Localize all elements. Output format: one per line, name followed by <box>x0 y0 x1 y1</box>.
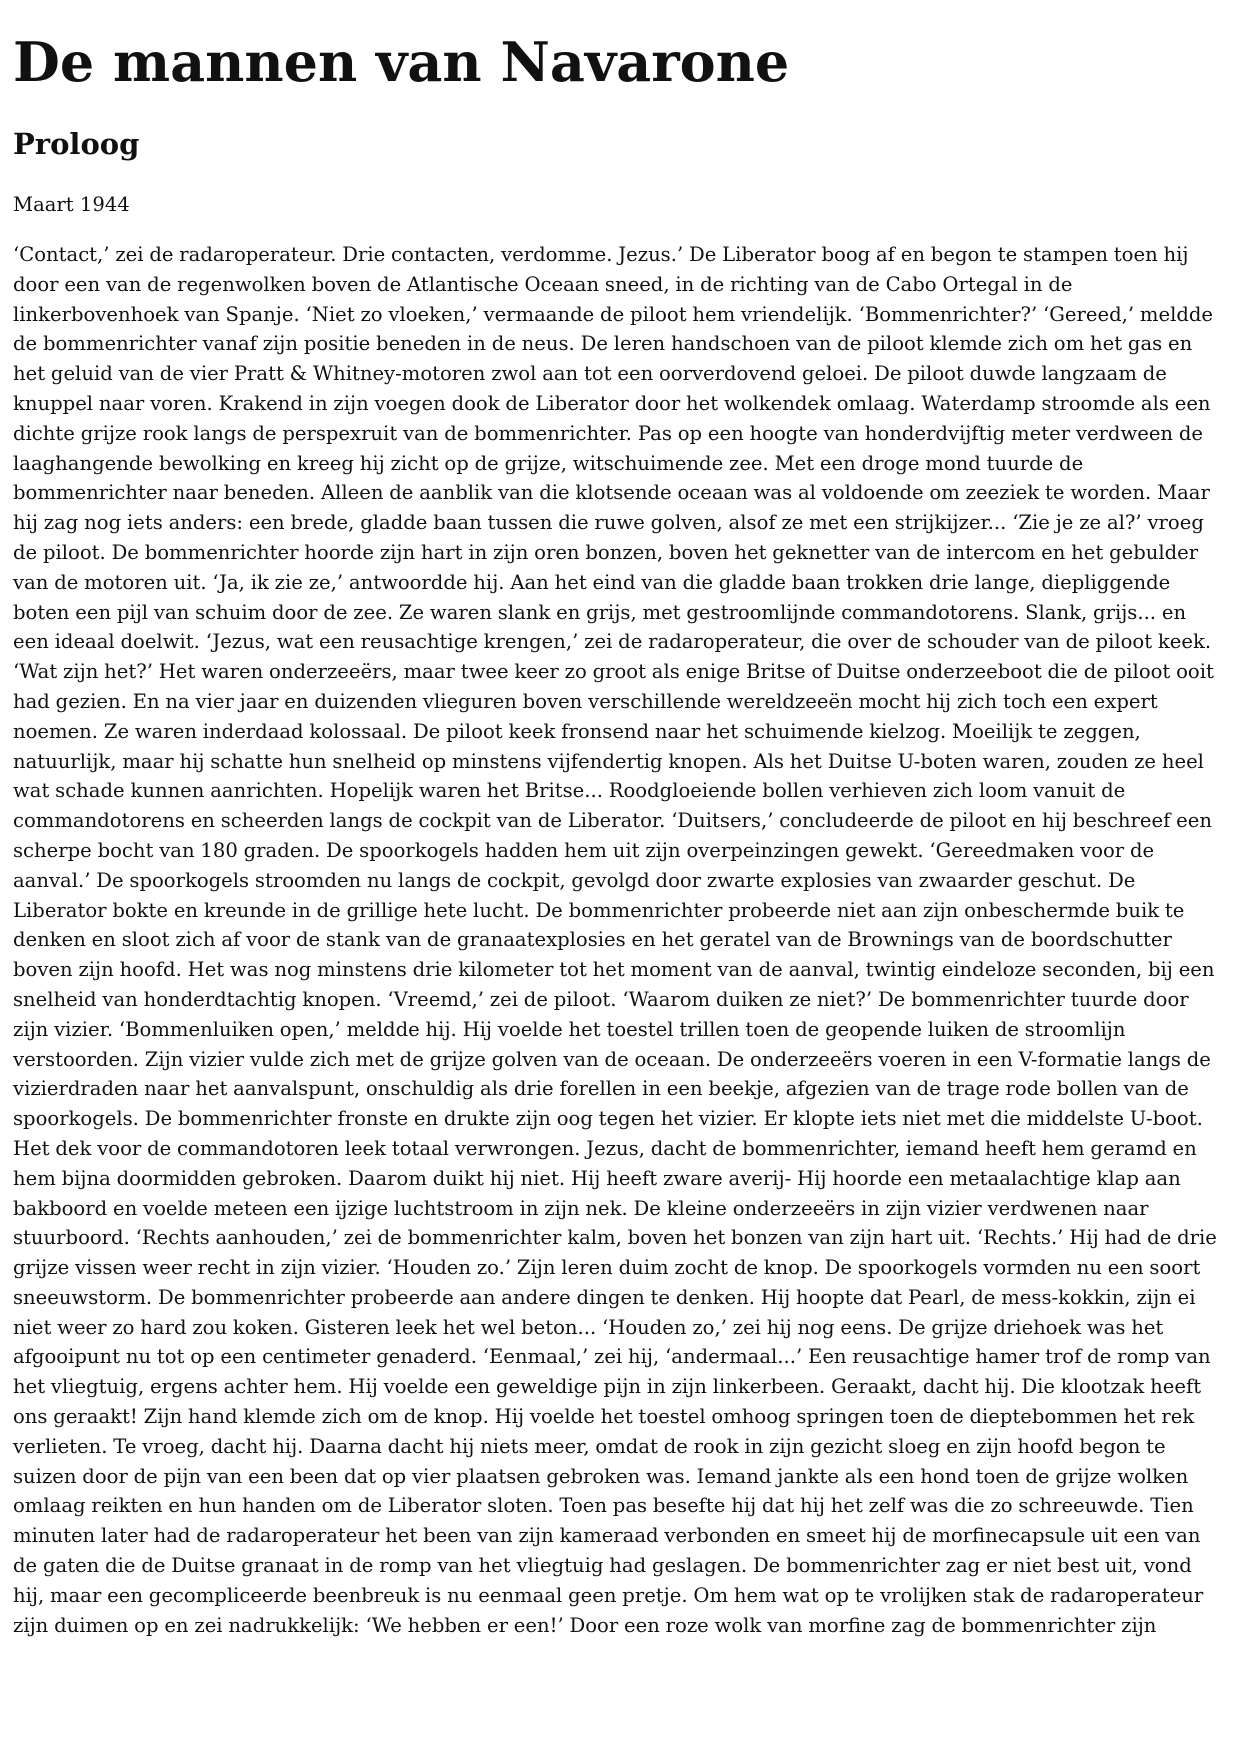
chapter-heading: Proloog <box>13 127 140 161</box>
body-paragraph: ‘Contact,’ zei de radaroperateur. Drie contacten, verdomme. Jezus.’ De Liberator boog af en begon te stampen toen hij door een van de regenwolken boven de Atlantische Oceaan sneed, in de richting van de Cabo Ortegal in de linkerbovenhoek van Spanje. ‘Niet zo vloeken,’ vermaande de piloot hem vriendelijk. ‘Bommenrichter?’ ‘Gereed,’ meldde de bommenrichter vanaf zijn positie beneden in de neus. De leren handschoen van de piloot klemde zich om het gas en het geluid van de vier Pratt & Whitney-motoren zwol aan tot een oorverdovend geloei. De piloot duwde langzaam de knuppel naar voren. Krakend in zijn voegen dook de Liberator door het wolkendek omlaag. Waterdamp stroomde als een dichte grijze rook langs de perspexruit van de bommenrichter. Pas op een hoogte van honderdvijftig meter verdween de laaghangende bewolking en kreeg hij zicht op de grijze, witschuimende zee. Met een droge mond tuurde de bommenrichter naar beneden. Alleen de aanblik van die klotsende oceaan was al voldoende om zeeziek te worden. Maar hij zag nog iets anders: een brede, gladde baan tussen die ruwe golven, alsof ze met een strijkijzer... ‘Zie je ze al?’ vroeg de piloot. De bommenrichter hoorde zijn hart in zijn oren bonzen, boven het geknetter van de intercom en het gebulder van de motoren uit. ‘Ja, ik zie ze,’ antwoordde hij. Aan het eind van die gladde baan trokken drie lange, diepliggende boten een pijl van schuim door de zee. Ze waren slank en grijs, met gestroomlijnde commandotorens. Slank, grijs... en een ideaal doelwit. ‘Jezus, wat een reusachtige krengen,’ zei de radaroperateur, die over de schouder van de piloot keek. ‘Wat zijn het?’ Het waren onderzeeërs, maar twee keer zo groot als enige Britse of Duitse onderzeeboot die de piloot ooit had gezien. En na vier jaar en duizenden vlieguren boven verschillende wereldzeeën mocht hij zich toch een expert noemen. Ze waren inderdaad kolossaal. De piloot keek fronsend naar het schuimende kielzog. Moeilijk te zeggen, natuurlijk, maar hij schatte hun snelheid op minstens vijfendertig knopen. Als het Duitse U-boten waren, zouden ze heel wat schade kunnen aanrichten. Hopelijk waren het Britse... Roodgloeiende bollen verhieven zich loom vanuit de commandotorens en scheerden langs de cockpit van de Liberator. ‘Duitsers,’ concludeerde de piloot en hij beschreef een scherpe bocht van 180 graden. De spoorkogels hadden hem uit zijn overpeinzingen gewekt. ‘Gereedmaken voor de aanval.’ De spoorkogels stroomden nu langs de cockpit, gevolgd door zwarte explosies van zwaarder geschut. De Liberator bokte en kreunde in de grillige hete lucht. De bommenrichter probeerde niet aan zijn onbeschermde buik te denken en sloot zich af voor de stank van de granaatexplosies en het geratel van de Brownings van de boordschutter boven zijn hoofd. Het was nog minstens drie kilometer tot het moment van de aanval, twintig eindeloze seconden, bij een snelheid van honderdtachtig knopen. ‘Vreemd,’ zei de piloot. ‘Waarom duiken ze niet?’ De bommenrichter tuurde door zijn vizier. ‘Bommenluiken open,’ meldde hij. Hij voelde het toestel trillen toen de geopende luiken de stroomlijn verstoorden. Zijn vizier vulde zich met de grijze golven van de oceaan. De onderzeeërs voeren in een V-formatie langs de vizierdraden naar het aanvalspunt, onschuldig als drie forellen in een beekje, afgezien van de trage rode bollen van de spoorkogels. De bommenrichter fronste en drukte zijn oog tegen het vizier. Er klopte iets niet met die middelste U-boot. Het dek voor de commandotoren leek totaal verwrongen. Jezus, dacht de bommenrichter, iemand heeft hem geramd en hem bijna doormidden gebroken. Daarom duikt hij niet. Hij heeft zware averij- Hij hoorde een metaalachtige klap aan bakboord en voelde meteen een ijzige luchtstroom in zijn nek. De kleine onderzeeërs in zijn vizier verdwenen naar stuurboord. ‘Rechts aanhouden,’ zei de bommenrichter kalm, boven het bonzen van zijn hart uit. ‘Rechts.’ Hij had de drie grijze vissen weer recht in zijn vizier. ‘Houden zo.’ Zijn leren duim zocht de knop. De spoorkogels vormden nu een soort sneeuwstorm. De bommenrichter probeerde aan andere dingen te denken. Hij hoopte dat Pearl, de mess-kokkin, zijn ei niet weer zo hard zou koken. Gisteren leek het wel beton... ‘Houden zo,’ zei hij nog eens. De grijze driehoek was het afgooipunt nu tot op een centimeter genaderd. ‘Eenmaal,’ zei hij, ‘andermaal...’ Een reusachtige hamer trof de romp van het vliegtuig, ergens achter hem. Hij voelde een geweldige pijn in zijn linkerbeen. Geraakt, dacht hij. Die klootzak heeft ons geraakt! Zijn hand klemde zich om de knop. Hij voelde het toestel omhoog springen toen de dieptebommen het rek verlieten. Te vroeg, dacht hij. Daarna dacht hij niets meer, omdat de rook in zijn gezicht sloeg en zijn hoofd begon te suizen door de pijn van een been dat op vier plaatsen gebroken was. Iemand jankte als een hond toen de grijze wolken omlaag reikten en hun handen om de Liberator sloten. Toen pas besefte hij dat hij het zelf was die zo schreeuwde. Tien minuten later had de radaroperateur het been van zijn kameraad verbonden en smeet hij de morfinecapsule uit een van de gaten die de Duitse granaat in de romp van het vliegtuig had geslagen. De bommenrichter zag er niet best uit, vond hij, maar een gecompliceerde beenbreuk is nu eenmaal geen pretje. Om hem wat op te vrolijken stak de radaroperateur zijn duimen op en zei nadrukkelijk: ‘We hebben er een!’ Door een roze wolk van morfine zag de bommenrichter zijn <box>13 243 1217 1637</box>
date-line: Maart 1944 <box>13 193 130 216</box>
document-page <box>13 0 1227 1640</box>
book-title: De mannen van Navarone <box>13 30 790 94</box>
